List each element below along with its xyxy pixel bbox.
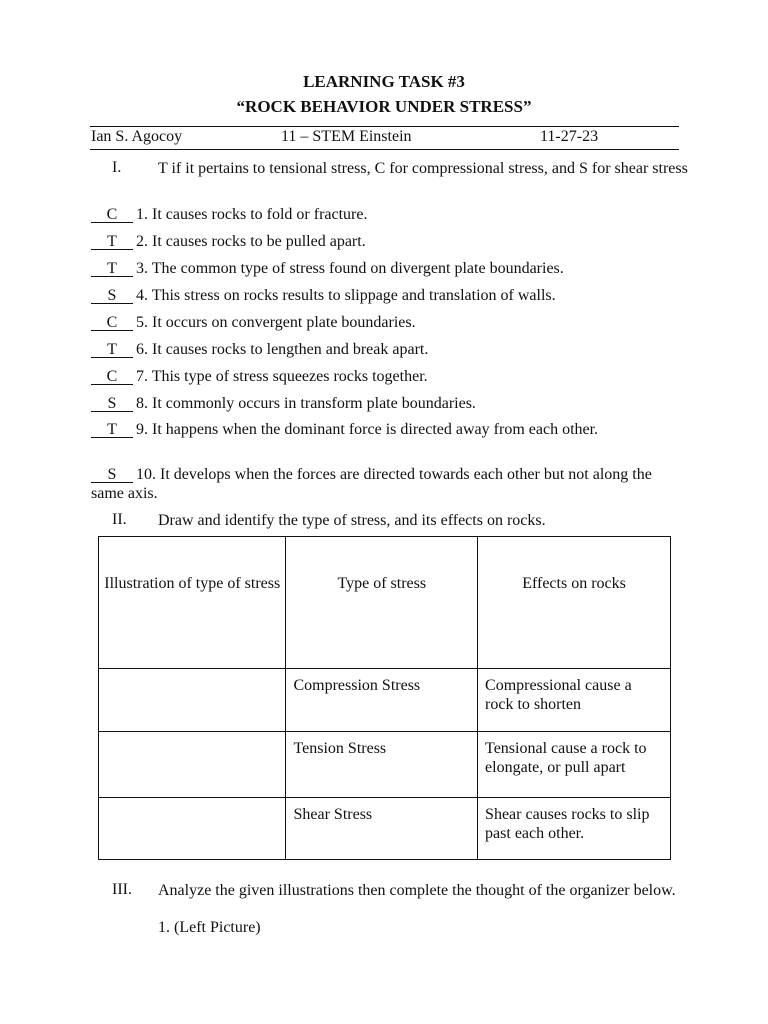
item-text: 8. It commonly occurs in transform plate boundaries. (136, 395, 476, 412)
part2-instruction: Draw and identify the type of stress, and its effects on rocks. (158, 512, 546, 529)
illustration-cell (99, 798, 286, 860)
stress-type-cell: Compression Stress (286, 669, 478, 732)
table-row (99, 669, 671, 732)
answer-blank: C (91, 315, 133, 331)
item-text: 7. This type of stress squeezes rocks together. (136, 368, 428, 385)
answer-blank: S (91, 288, 133, 304)
item-text: 1. It causes rocks to fold or fracture. (136, 206, 368, 223)
list-item (91, 465, 681, 503)
list-item (91, 367, 681, 386)
stress-type-cell: Tension Stress (286, 732, 478, 798)
answer-blank: T (91, 422, 133, 438)
task-date: 11-27-23 (540, 128, 599, 145)
answer-blank: T (91, 261, 133, 277)
student-name: Ian S. Agocoy (91, 128, 183, 145)
column-header-effects: Effects on rocks (478, 537, 671, 669)
answer-blank: C (91, 369, 133, 385)
item-text: 9. It happens when the dominant force is directed away from each other. (136, 421, 599, 438)
item-text: 2. It causes rocks to be pulled apart. (136, 233, 366, 250)
column-header-illustration: Illustration of type of stress (99, 537, 286, 669)
item-text: 6. It causes rocks to lengthen and break apart. (136, 341, 429, 358)
answer-blank: T (91, 342, 133, 358)
student-section: 11 – STEM Einstein (281, 128, 412, 145)
table-header-row (99, 537, 671, 669)
item-text: 10. It develops when the forces are directed towards each other but not along the same axis. (91, 466, 652, 502)
part1-numeral: I. (112, 159, 122, 176)
answer-blank: T (91, 234, 133, 250)
stress-table (98, 536, 671, 860)
effect-cell: Compressional cause a rock to shorten (478, 669, 671, 732)
worksheet-subtitle: “ROCK BEHAVIOR UNDER STRESS” (236, 97, 532, 116)
column-header-type: Type of stress (286, 537, 478, 669)
effect-cell: Shear causes rocks to slip past each other. (478, 798, 671, 860)
part3-numeral: III. (112, 881, 132, 898)
effect-cell: Tensional cause a rock to elongate, or pull apart (478, 732, 671, 798)
illustration-cell (99, 669, 286, 732)
list-item (91, 394, 681, 413)
list-item (91, 259, 681, 278)
item-text: 5. It occurs on convergent plate boundaries. (136, 314, 416, 331)
item-text: 4. This stress on rocks results to slippage and translation of walls. (136, 287, 556, 304)
table-row (99, 732, 671, 798)
answer-blank: C (91, 207, 133, 223)
item-text: 3. The common type of stress found on divergent plate boundaries. (136, 260, 564, 277)
part2-numeral: II. (112, 511, 127, 528)
part3-instruction: Analyze the given illustrations then complete the thought of the organizer below. (158, 882, 676, 899)
header-top-rule (90, 126, 679, 127)
list-item (91, 205, 681, 224)
answer-blank: S (91, 396, 133, 412)
illustration-cell (99, 732, 286, 798)
list-item (91, 232, 681, 251)
stress-type-cell: Shear Stress (286, 798, 478, 860)
list-item (91, 420, 681, 439)
part3-sub-item: 1. (Left Picture) (158, 919, 261, 936)
list-item (91, 340, 681, 359)
worksheet-title: LEARNING TASK #3 (303, 72, 465, 91)
list-item (91, 313, 681, 332)
part1-instruction: T if it pertains to tensional stress, C for compressional stress, and S for shear stress (158, 160, 688, 177)
header-bottom-rule (90, 149, 679, 150)
table-row (99, 798, 671, 860)
list-item (91, 286, 681, 305)
answer-blank: S (91, 467, 133, 483)
